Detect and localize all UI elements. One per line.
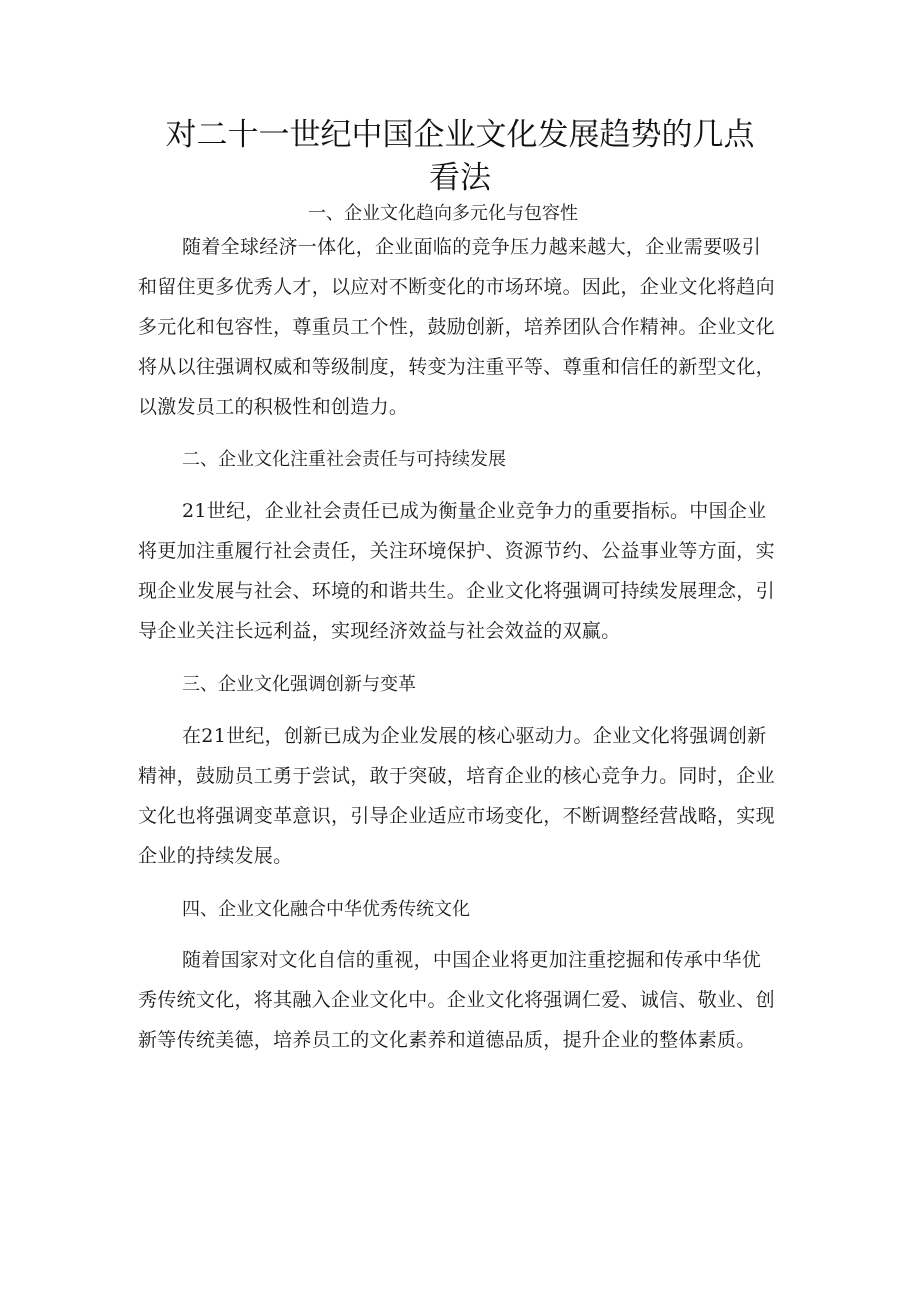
section-1-heading: 一、企业文化趋向多元化与包容性 (308, 203, 578, 224)
section-4-heading: 四、企业文化融合中华优秀传统文化 (182, 899, 470, 920)
title-line-2: 看法 (429, 160, 491, 196)
title-line-1: 对二十一世纪中国企业文化发展趋势的几点 (165, 117, 755, 153)
section-3-heading: 三、企业文化强调创新与变革 (182, 674, 416, 695)
section-2-heading: 二、企业文化注重社会责任与可持续发展 (182, 449, 506, 470)
section-4-paragraph: 随着国家对文化自信的重视，中国企业将更加注重挖掘和传承中华优秀传统文化，将其融入企业文化中。企业文化将强调仁爱、诚信、敬业、创新等传统美德，培养员工的文化素养和道德品质，提升企业的整体素质。 (138, 949, 775, 1051)
section-2-paragraph: 21世纪，企业社会责任已成为衡量企业竞争力的重要指标。中国企业将更加注重履行社会责任，关注环境保护、资源节约、公益事业等方面，实现企业发展与社会、环境的和谐共生。企业文化将强调可持续发展理念，引导企业关注长远利益，实现经济效益与社会效益的双赢。 (138, 500, 775, 642)
section-1-paragraph: 随着全球经济一体化，企业面临的竞争压力越来越大，企业需要吸引和留住更多优秀人才，以应对不断变化的市场环境。因此，企业文化将趋向多元化和包容性，尊重员工个性，鼓励创新，培养团队合作精神。企业文化将从以往强调权威和等级制度，转变为注重平等、尊重和信任的新型文化，以激发员工的积极性和创造力。 (138, 236, 775, 418)
document-title (0, 114, 920, 200)
section-3-paragraph: 在21世纪，创新已成为企业发展的核心驱动力。企业文化将强调创新精神，鼓励员工勇于尝试，敢于突破，培育企业的核心竞争力。同时，企业文化也将强调变革意识，引导企业适应市场变化，不断调整经营战略，实现企业的持续发展。 (138, 725, 775, 867)
